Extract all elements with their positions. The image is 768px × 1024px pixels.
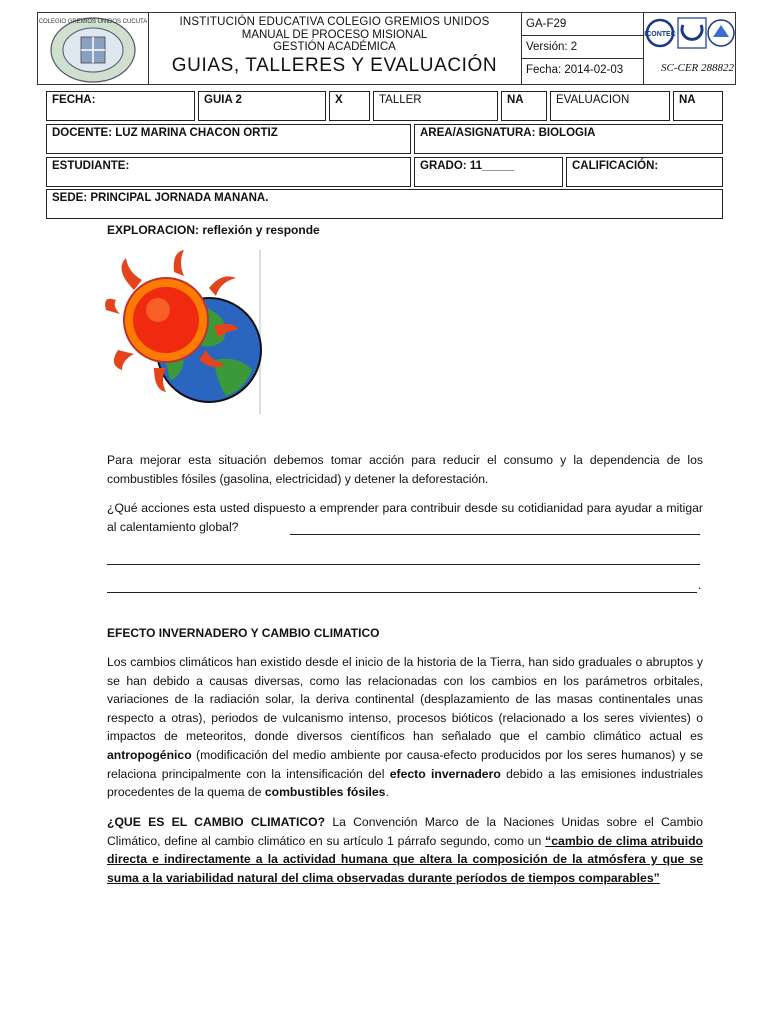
guia-mark[interactable]: X — [329, 91, 370, 121]
para3-text-a: La Convención Marco de la Naciones Unidas sobre el Cambio Climático, define al cambio climático en su artículo 1 párrafo segundo, como un — [107, 815, 703, 848]
institution-name: INSTITUCIÓN EDUCATIVA COLEGIO GREMIOS UNIDOS — [179, 16, 490, 28]
paragraph-action: Para mejorar esta situación debemos tomar acción para reducir el consumo y la dependencia de los combustibles fósiles (gasolina, electricidad) y detener la deforestación. — [107, 453, 703, 486]
logo-text-top: COLEGIO GREMIOS UNIDOS CUCUTA — [38, 19, 148, 25]
calificacion-field[interactable]: CALIFICACIÓN: — [566, 157, 723, 187]
doc-date: Fecha: 2014-02-03 — [526, 64, 624, 76]
section-title: EFECTO INVERNADERO Y CAMBIO CLIMATICO — [107, 626, 380, 640]
doc-version: Versión: 2 — [521, 36, 643, 59]
term-antropogenico: antropogénico — [107, 747, 192, 762]
paragraph-climate-history — [107, 653, 703, 802]
term-efecto-invernadero: efecto invernadero — [389, 766, 501, 781]
document-header — [37, 12, 736, 85]
para2-text-g: . — [385, 785, 389, 800]
docente-field: DOCENTE: LUZ MARINA CHACON ORTIZ — [46, 124, 411, 154]
para2-text-e: debido a las emisiones industriales procedentes de la quema de — [107, 766, 703, 800]
document-title: GUIAS, TALLERES Y EVALUACIÓN — [171, 55, 498, 76]
svg-text:ICONTEC: ICONTEC — [644, 31, 676, 38]
definition-quote: “cambio de clima atribuido directa e indirectamente a la actividad humana que altera la composición de la atmósfera y que se suma a la variabilidad natural del clima observadas durante períodos de tiempos comparables” — [107, 833, 703, 885]
exploration-heading: EXPLORACION: reflexión y responde — [107, 223, 320, 237]
header-titles — [148, 13, 522, 85]
answer-line-2[interactable] — [107, 564, 700, 565]
certification-logos — [643, 13, 736, 85]
taller-mark[interactable]: NA — [501, 91, 547, 121]
para2-text-c: (modificación del medio ambiente por causa-efecto producidos por los seres humanos) y se relaciona principalmente con la intensificación del — [107, 747, 703, 781]
term-combustibles-fosiles: combustibles fósiles — [264, 785, 386, 800]
answer-line-3[interactable] — [107, 592, 697, 593]
area-field: AREA/ASIGNATURA: BIOLOGIA — [414, 124, 723, 154]
evaluacion-label: EVALUACION — [550, 91, 670, 121]
definition-question: ¿QUE ES EL CAMBIO CLIMATICO? — [107, 815, 326, 829]
para2-text-a: Los cambios climáticos han existido desde el inicio de la historia de la Tierra, han sido graduales o abruptos y se han debido a causas diversas, como las relacionadas con los cambios en los parámetros orbitales, variaciones de la radiación solar, la deriva continental (desplazamiento de las masas continentales unas respecto a otras), periodos de vulcanismo intenso, procesos bióticos (relacionado a los seres vivientes) o impactos de meteoritos, donde diversos científicos han señalado que el cambio climático actual es — [107, 655, 703, 744]
fecha-field[interactable]: FECHA: — [46, 91, 195, 121]
sede-field: SEDE: PRINCIPAL JORNADA MANANA. — [46, 189, 723, 219]
question-text — [107, 499, 703, 536]
guia-label: GUIA 2 — [198, 91, 326, 121]
taller-label: TALLER — [373, 91, 498, 121]
school-logo — [38, 13, 149, 85]
header-codes — [521, 13, 644, 85]
paragraph-definition — [107, 813, 703, 887]
grado-field[interactable]: GRADO: 11_____ — [414, 157, 563, 187]
manual-name: MANUAL DE PROCESO MISIONAL — [241, 29, 428, 41]
answer-line-1[interactable] — [290, 534, 700, 535]
estudiante-field[interactable]: ESTUDIANTE: — [46, 157, 411, 187]
answer-end-dot: . — [698, 578, 702, 592]
certification-code: SC-CER 288822 — [661, 62, 735, 74]
doc-code: GA-F29 — [521, 13, 643, 36]
management-name: GESTIÓN ACADÉMICA — [273, 41, 396, 53]
evaluacion-mark[interactable]: NA — [673, 91, 723, 121]
question-label: ¿Qué acciones esta usted dispuesto a emprender para contribuir desde su cotidianidad para ayudar a mitigar al calentamiento global? — [107, 501, 703, 534]
sun-earth-illustration — [104, 250, 264, 416]
